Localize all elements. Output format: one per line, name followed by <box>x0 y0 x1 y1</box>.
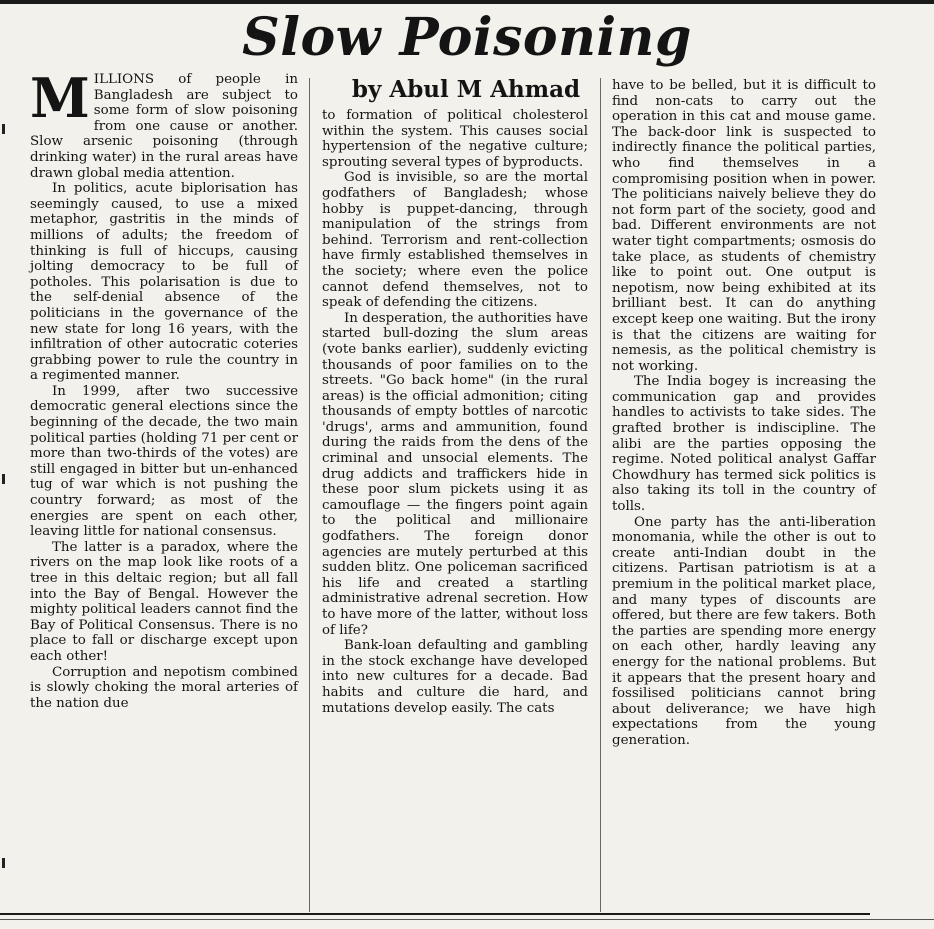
headline: Slow Poisoning <box>242 7 692 68</box>
column-divider <box>309 78 310 912</box>
bottom-rule <box>0 913 870 915</box>
paragraph: Bank-loan defaulting and gambling in the stock exchange have developed into new cultures for a decade. Bad habits and culture die hard, and mutations develop easily. The cats <box>322 638 588 716</box>
paragraph: The latter is a paradox, where the rivers on the map look like roots of a tree in this deltaic region; but all fall into the Bay of Bengal. However the mighty political leaders cannot find the Bay of Political Consensus. There is no place to fall or discharge except upon each other! <box>30 539 298 664</box>
paragraph: In politics, acute biplorisation has seemingly caused, to use a mixed metaphor, gastritis in the minds of millions of adults; the freedom of thinking is full of hiccups, causing jolting democracy to be full of potholes. This polarisation is due to the self-denial absence of the politicians in the governance of the new state for long 16 years, with the infiltration of other autocratic coteries grabbing power to rule the country in a regimented manner. <box>30 181 298 384</box>
margin-mark <box>2 124 5 134</box>
paragraph: Corruption and nepotism combined is slowly choking the moral arteries of the nation due <box>30 664 298 711</box>
bottom-rule-thin <box>0 919 934 920</box>
paragraph: One party has the anti-liberation monomania, while the other is out to create anti-Indian doubt in the citizens. Partisan patriotism is at a premium in the political market place, and many types of discounts are offered, but there are few takers. Both the parties are spending more energy on each other, hardly leaving any energy for the national problems. But it appears that the present hoary and fossilised politicians cannot bring about deliverance; we have high expectations from the young generation. <box>612 514 876 748</box>
column-divider <box>600 78 601 912</box>
margin-mark <box>2 858 5 868</box>
byline: by Abul M Ahmad <box>351 76 581 103</box>
paragraph: In desperation, the authorities have started bull-dozing the slum areas (vote banks earlier), suddenly evicting thousands of poor families on to the streets. "Go back home" (in the rural areas) is the official admonition; citing thousands of empty bottles of narcotic 'drugs', arms and ammunition, found during the raids from the dens of the criminal and unsocial elements. The drug addicts and traffickers hide in these poor slum pickets using it as camouflage — the fingers point again to the political and millionaire godfathers. The foreign donor agencies are mutely perturbed at this sudden blitz. One policeman sacrificed his life and created a startling administrative adrenal secretion. How to have more of the latter, without loss of life? <box>322 310 588 638</box>
margin-mark <box>2 474 5 484</box>
paragraph-text: ILLIONS of people in Bangladesh are subject to some form of slow poisoning from one cause or another. Slow arsenic poisoning (through drinking water) in the rural areas have drawn global media attention. <box>30 72 298 181</box>
drop-cap: M <box>30 66 90 130</box>
paragraph: to formation of political cholesterol within the system. This causes social hypertension of the negative culture; sprouting several types of byproducts. <box>322 108 588 170</box>
paragraph <box>30 66 298 181</box>
paragraph: God is invisible, so are the mortal godfathers of Bangladesh; whose hobby is puppet-dancing, through manipulation of the strings from behind. Terrorism and rent-collection have firmly established themselves in the society; where even the police cannot defend themselves, not to speak of defending the citizens. <box>322 170 588 311</box>
paragraph: have to be belled, but it is difficult to find non-cats to carry out the operation in this cat and mouse game. The back-door link is suspected to indirectly finance the political parties, who find themselves in a compromising position when in power. The politicians naively believe they do not form part of the society, good and bad. Different environments are not water tight compartments; osmosis do take place, as students of chemistry like to point out. One output is nepotism, now being exhibited at its brilliant best. It can do anything except keep one waiting. But the irony is that the citizens are waiting for nemesis, as the political chemistry is not working. <box>612 78 876 374</box>
paragraph: The India bogey is increasing the communication gap and provides handles to activists to take sides. The grafted brother is indiscipline. The alibi are the parties opposing the regime. Noted political analyst Gaffar Chowdhury has termed sick politics is also taking its toll in the country of tolls. <box>612 374 876 515</box>
article-column-1 <box>30 66 298 711</box>
top-rule <box>0 0 934 4</box>
article-column-2 <box>322 108 588 716</box>
article-column-3 <box>612 78 876 749</box>
paragraph: In 1999, after two successive democratic general elections since the beginning of the decade, the two main political parties (holding 71 per cent or more than two-thirds of the votes) are still engaged in bitter but un-enhanced tug of war which is not pushing the country forward; as most of the energies are spent on each other, leaving little for national consensus. <box>30 383 298 540</box>
